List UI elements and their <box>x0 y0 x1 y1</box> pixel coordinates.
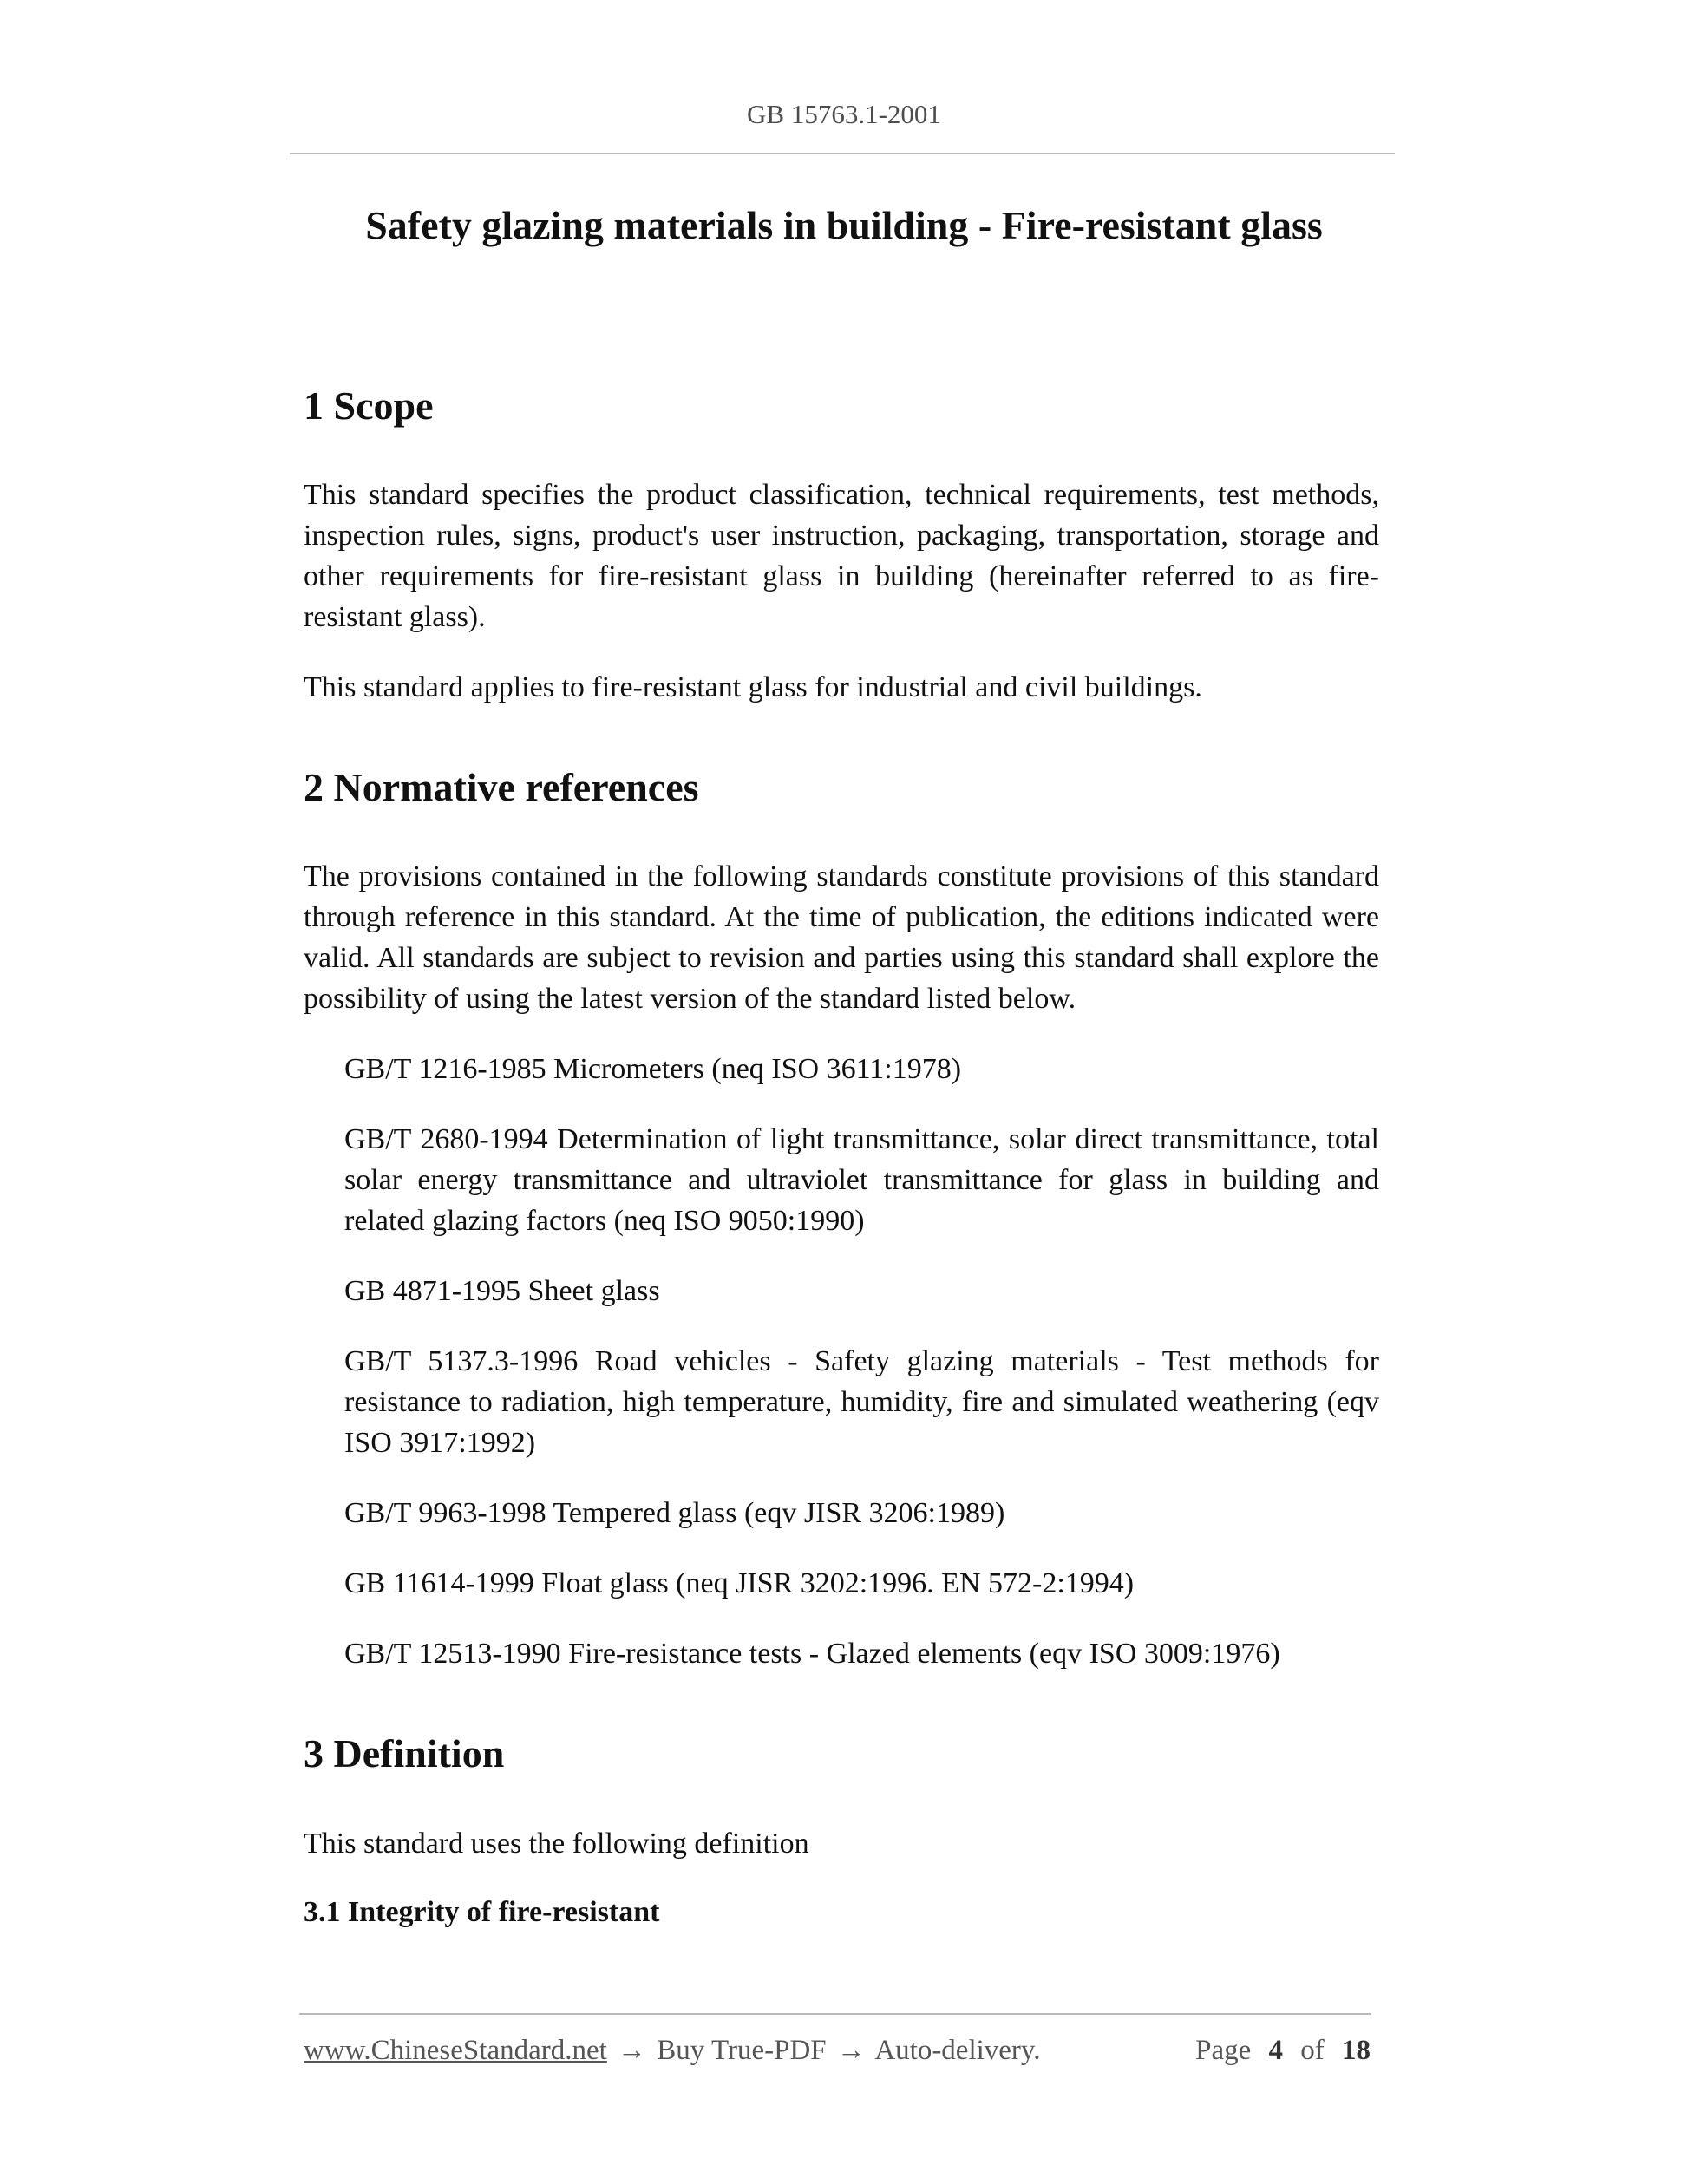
header-divider <box>290 153 1395 154</box>
total-page-number: 18 <box>1342 2035 1371 2066</box>
normative-intro-paragraph: The provisions contained in the following standards constitute provisions of this standard through reference in this standard. At the time of publication, the editions indicated were valid. All standards are subject to revision and parties using this standard shall explore the possibility of using the latest version of the standard listed below. <box>304 860 1379 1016</box>
reference-item: GB 4871-1995 Sheet glass <box>344 1275 660 1308</box>
subsection-heading-integrity: 3.1 Integrity of fire-resistant <box>304 1895 660 1928</box>
page-indicator <box>1195 2035 1371 2067</box>
site-link[interactable]: www.ChineseStandard.net <box>304 2035 607 2066</box>
page-label: Page <box>1195 2035 1252 2066</box>
right-arrow-icon: → <box>618 2035 647 2066</box>
scope-paragraph-1: This standard specifies the product classification, technical requirements, test methods, inspection rules, signs, product's user instruction, packaging, transportation, storage and other requirements for fire-resistant glass in building (hereinafter referred to as fire-resistant glass). <box>304 479 1379 634</box>
document-body <box>304 382 1379 1932</box>
scope-paragraph-2: This standard applies to fire-resistant glass for industrial and civil buildings. <box>304 671 1202 704</box>
reference-item: GB/T 5137.3-1996 Road vehicles - Safety glazing materials - Test methods for resistance to radiation, high temperature, humidity, fire and simulated weathering (eqv ISO 3917:1992) <box>344 1345 1379 1460</box>
definition-intro-paragraph: This standard uses the following definition <box>304 1827 809 1860</box>
footer-divider <box>299 2013 1371 2015</box>
reference-list <box>304 1049 1379 1674</box>
reference-item: GB/T 12513-1990 Fire-resistance tests - Glazed elements (eqv ISO 3009:1976) <box>344 1638 1280 1671</box>
running-header: GB 15763.1-2001 <box>747 99 941 129</box>
current-page-number: 4 <box>1268 2035 1283 2066</box>
auto-delivery-text: Auto-delivery. <box>874 2035 1041 2066</box>
section-heading-scope: 1 Scope <box>304 383 434 428</box>
footer-links <box>304 2035 1041 2067</box>
reference-item: GB/T 2680-1994 Determination of light transmittance, solar direct transmittance, total solar energy transmittance and ultraviolet transmittance for glass in building and related glazing factors (neq ISO 9050:1990) <box>344 1123 1379 1238</box>
reference-item: GB 11614-1999 Float glass (neq JISR 3202:1996. EN 572-2:1994) <box>344 1567 1135 1600</box>
document-title: Safety glazing materials in building - Fire-resistant glass <box>365 203 1323 247</box>
reference-item: GB/T 9963-1998 Tempered glass (eqv JISR 3206:1989) <box>344 1497 1005 1530</box>
of-label: of <box>1300 2035 1325 2066</box>
right-arrow-icon: → <box>836 2035 866 2066</box>
reference-item: GB/T 1216-1985 Micrometers (neq ISO 3611:1978) <box>344 1053 962 1086</box>
buy-pdf-text: Buy True-PDF <box>657 2035 827 2066</box>
section-heading-normative-references: 2 Normative references <box>304 765 699 810</box>
section-heading-definition: 3 Definition <box>304 1731 505 1776</box>
